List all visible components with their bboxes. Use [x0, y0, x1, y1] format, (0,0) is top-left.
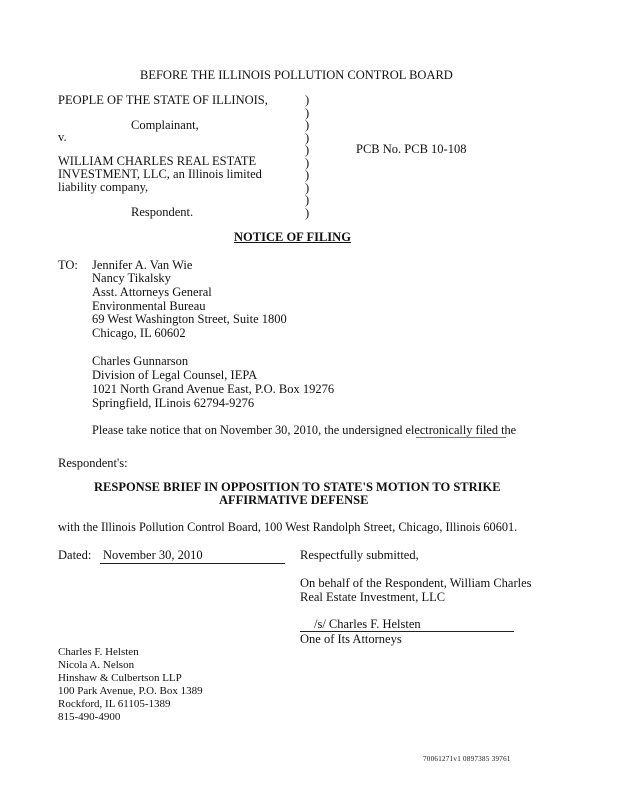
plaintiff-role: Complainant,: [131, 118, 199, 132]
behalf-line-1: On behalf of the Respondent, William Charles: [300, 576, 532, 590]
brief-title-line-2: AFFIRMATIVE DEFENSE: [219, 493, 369, 507]
to-label: TO:: [58, 258, 78, 272]
recipient1-line: Asst. Attorneys General: [92, 285, 212, 299]
defendant-role: Respondent.: [131, 205, 194, 219]
recipient2-line: Charles Gunnarson: [92, 354, 189, 368]
counsel-line: Charles F. Helsten: [58, 646, 139, 658]
recipient2-line: Springfield, ILinois 62794-9276: [92, 396, 255, 410]
counsel-line: Nicola A. Nelson: [58, 659, 135, 671]
caption-parens: ) ) ) ) ) ) ) ) ) ): [305, 93, 310, 220]
respondents-label: Respondent's:: [58, 456, 128, 470]
plaintiff-name: PEOPLE OF THE STATE OF ILLINOIS,: [58, 93, 268, 107]
closing: Respectfully submitted,: [300, 548, 419, 562]
defendant-line-2: INVESTMENT, LLC, an Illinois limited: [58, 167, 262, 181]
recipient1-line: Nancy Tikalsky: [92, 271, 171, 285]
signature-name: /s/ Charles F. Helsten: [314, 617, 421, 631]
defendant-line-1: WILLIAM CHARLES REAL ESTATE: [58, 154, 257, 168]
document-id: 70061271v1 0897385 39761: [423, 755, 511, 763]
date-line: [100, 563, 285, 564]
counsel-line: Rockford, IL 61105-1389: [58, 698, 171, 710]
date-value: November 30, 2010: [103, 548, 203, 562]
signature-role: One of Its Attorneys: [300, 632, 402, 646]
defendant-line-3: liability company,: [58, 180, 149, 194]
recipient1-line: Jennifer A. Van Wie: [92, 258, 193, 272]
recipient1-line: Environmental Bureau: [92, 299, 206, 313]
court-title: BEFORE THE ILLINOIS POLLUTION CONTROL BOARD: [140, 68, 453, 82]
underline-mark: [416, 437, 506, 438]
recipient1-line: 69 West Washington Street, Suite 1800: [92, 312, 287, 326]
versus-label: v.: [58, 130, 67, 144]
recipient1-line: Chicago, IL 60602: [92, 326, 186, 340]
counsel-line: 100 Park Avenue, P.O. Box 1389: [58, 685, 203, 697]
counsel-line: Hinshaw & Culbertson LLP: [58, 672, 182, 684]
recipient2-line: 1021 North Grand Avenue East, P.O. Box 19276: [92, 382, 335, 396]
behalf-line-2: Real Estate Investment, LLC: [300, 590, 446, 604]
counsel-line: 815-490-4900: [58, 711, 121, 723]
case-number: PCB No. PCB 10-108: [356, 142, 467, 156]
notice-text: Please take notice that on November 30, 2010, the undersigned electronically filed the: [92, 423, 517, 437]
brief-title-line-1: RESPONSE BRIEF IN OPPOSITION TO STATE'S MOTION TO STRIKE: [94, 480, 501, 494]
filed-with-text: with the Illinois Pollution Control Board, 100 West Randolph Street, Chicago, Illinois 60601.: [58, 520, 518, 534]
recipient2-line: Division of Legal Counsel, IEPA: [92, 368, 258, 382]
notice-title: NOTICE OF FILING: [234, 230, 351, 244]
dated-label: Dated:: [58, 548, 92, 562]
